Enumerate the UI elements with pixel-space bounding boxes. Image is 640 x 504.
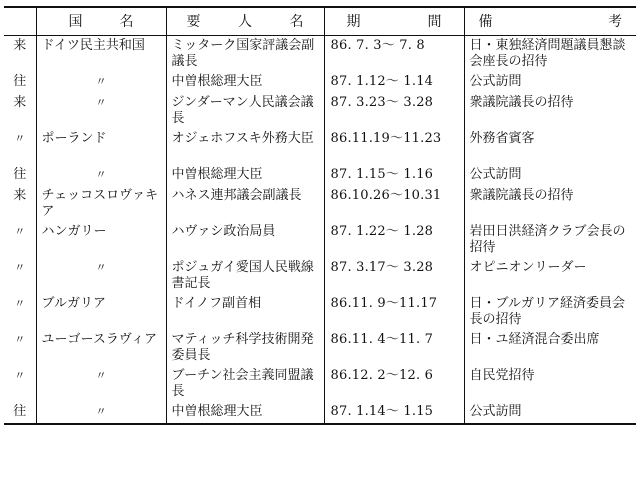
period-cell: 86.11. 4～11. 7 [324, 330, 464, 366]
person-cell: マティッチ科学技術開発委員長 [166, 330, 324, 366]
table-row [4, 402, 636, 424]
country-cell [36, 366, 166, 402]
header-period: 期 間 [324, 7, 464, 36]
ditto-mark: 〃 [95, 405, 107, 418]
note-cell: 外務省賓客 [464, 129, 636, 165]
ditto-mark: 〃 [14, 225, 26, 238]
note-cell: 衆議院議長の招待 [464, 186, 636, 222]
country-cell [36, 165, 166, 186]
note-cell: 公式訪問 [464, 402, 636, 424]
ditto-mark: 〃 [14, 297, 26, 310]
person-cell: 中曽根総理大臣 [166, 165, 324, 186]
period-cell: 87. 1.15～ 1.16 [324, 165, 464, 186]
country-cell [36, 402, 166, 424]
note-cell: 公式訪問 [464, 72, 636, 93]
country-cell: ドイツ民主共和国 [36, 36, 166, 73]
direction-cell: 来 [4, 186, 36, 222]
person-cell: ドイノフ副首相 [166, 294, 324, 330]
table-row [4, 72, 636, 93]
table-row [4, 129, 636, 165]
note-cell: 日・東独経済問題議員懇談会座長の招待 [464, 36, 636, 73]
ditto-mark: 〃 [95, 168, 107, 181]
ditto-mark: 〃 [14, 333, 26, 346]
table-row [4, 186, 636, 222]
direction-cell: 来 [4, 36, 36, 73]
visits-table [4, 6, 636, 425]
table-row [4, 294, 636, 330]
direction-cell [4, 129, 36, 165]
direction-cell: 往 [4, 402, 36, 424]
note-cell: 自民党招待 [464, 366, 636, 402]
person-cell: ハヴァシ政治局員 [166, 222, 324, 258]
direction-cell [4, 330, 36, 366]
header-note: 備 考 [464, 7, 636, 36]
person-cell: 中曽根総理大臣 [166, 402, 324, 424]
country-cell: ポーランド [36, 129, 166, 165]
person-cell: ハネス連邦議会副議長 [166, 186, 324, 222]
ditto-mark: 〃 [95, 96, 107, 109]
country-cell: ユーゴースラヴィア [36, 330, 166, 366]
person-cell: オジェホフスキ外務大臣 [166, 129, 324, 165]
header-direction [4, 7, 36, 36]
period-cell: 87. 1.22～ 1.28 [324, 222, 464, 258]
direction-cell: 往 [4, 72, 36, 93]
person-cell: 中曽根総理大臣 [166, 72, 324, 93]
header-person: 要 人 名 [166, 7, 324, 36]
table-row [4, 165, 636, 186]
country-cell [36, 258, 166, 294]
note-cell: 公式訪問 [464, 165, 636, 186]
period-cell: 86.11.19～11.23 [324, 129, 464, 165]
period-cell: 86. 7. 3～ 7. 8 [324, 36, 464, 73]
period-cell: 87. 3.23～ 3.28 [324, 93, 464, 129]
person-cell: ジンダーマン人民議会議長 [166, 93, 324, 129]
country-cell [36, 93, 166, 129]
person-cell: ブーチン社会主義同盟議長 [166, 366, 324, 402]
ditto-mark: 〃 [14, 369, 26, 382]
note-cell: 岩田日洪経済クラブ会長の招待 [464, 222, 636, 258]
ditto-mark: 〃 [95, 261, 107, 274]
note-cell: オピニオンリーダー [464, 258, 636, 294]
ditto-mark: 〃 [95, 369, 107, 382]
direction-cell [4, 258, 36, 294]
direction-cell: 来 [4, 93, 36, 129]
direction-cell [4, 366, 36, 402]
direction-cell [4, 222, 36, 258]
country-cell: ブルガリア [36, 294, 166, 330]
period-cell: 87. 1.14～ 1.15 [324, 402, 464, 424]
period-cell: 87. 1.12～ 1.14 [324, 72, 464, 93]
period-cell: 86.12. 2～12. 6 [324, 366, 464, 402]
person-cell: ポジュガイ愛国人民戦線書記長 [166, 258, 324, 294]
direction-cell [4, 294, 36, 330]
country-cell: チェッコスロヴァキア [36, 186, 166, 222]
table-header-row [4, 7, 636, 36]
table-row [4, 36, 636, 73]
note-cell: 日・ブルガリア経済委員会長の招待 [464, 294, 636, 330]
direction-cell: 往 [4, 165, 36, 186]
period-cell: 86.11. 9～11.17 [324, 294, 464, 330]
header-country: 国 名 [36, 7, 166, 36]
note-cell: 衆議院議長の招待 [464, 93, 636, 129]
period-cell: 87. 3.17～ 3.28 [324, 258, 464, 294]
note-cell: 日・ユ経済混合委出席 [464, 330, 636, 366]
ditto-mark: 〃 [95, 75, 107, 88]
table-row [4, 222, 636, 258]
table-row [4, 258, 636, 294]
ditto-mark: 〃 [14, 132, 26, 145]
country-cell: ハンガリー [36, 222, 166, 258]
person-cell: ミッターク国家評議会副議長 [166, 36, 324, 73]
ditto-mark: 〃 [14, 261, 26, 274]
country-cell [36, 72, 166, 93]
table-row [4, 330, 636, 366]
table-row [4, 93, 636, 129]
period-cell: 86.10.26～10.31 [324, 186, 464, 222]
table-row [4, 366, 636, 402]
